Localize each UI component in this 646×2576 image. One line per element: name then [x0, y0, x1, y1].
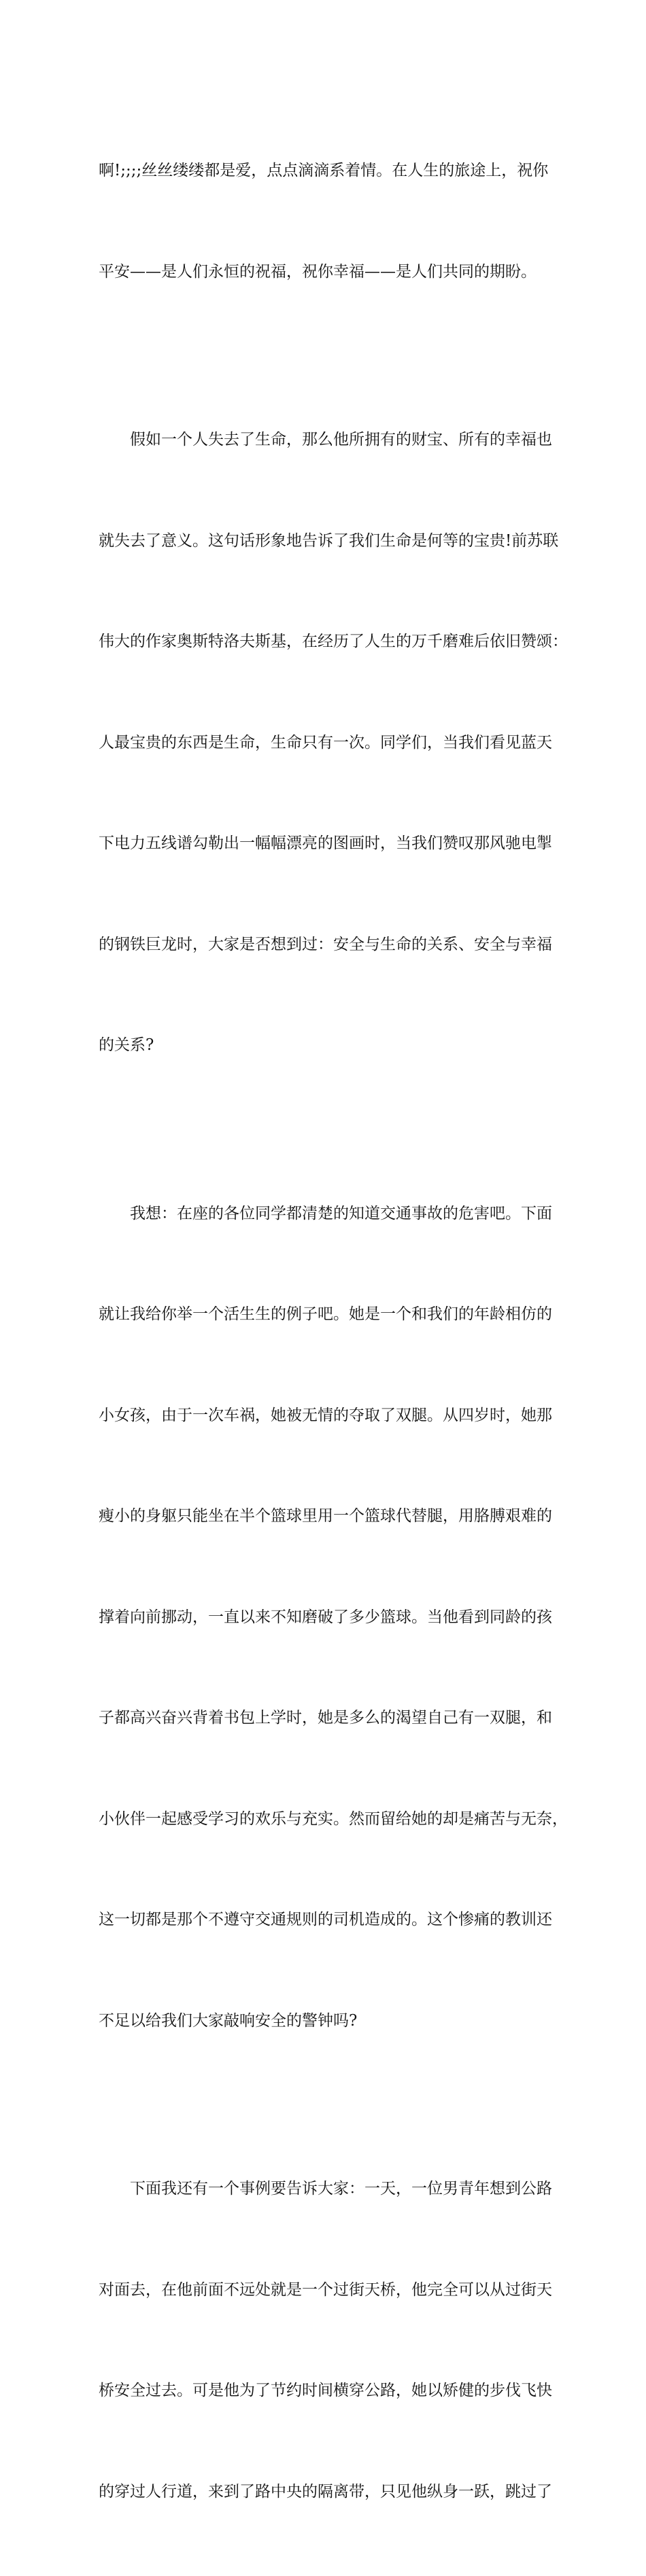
paragraph-2	[99, 356, 568, 1130]
text-line: 小女孩，由于一次车祸，她被无情的夺取了双腿。从四岁时，她那	[99, 1406, 552, 1424]
text-line: 桥安全过去。可是他为了节约时间横穿公路，她以矫健的步伐飞快	[99, 2382, 552, 2399]
paragraph-4	[99, 2105, 558, 2576]
text-line: 就让我给你举一个活生生的例子吧。她是一个和我们的年龄相仿的	[99, 1305, 552, 1323]
text-line: 下电力五线谱勾勒出一幅幅漂亮的图画时，当我们赞叹那风驰电掣	[99, 834, 552, 852]
text-line: 我想：在座的各位同学都清楚的知道交通事故的危害吧。下面	[130, 1204, 552, 1222]
text-line: 小伙伴一起感受学习的欢乐与充实。然而留给她的却是痛苦与无奈，	[99, 1810, 568, 1828]
text-line: 的关系?	[99, 1036, 154, 1054]
text-line: 伟大的作家奥斯特洛夫斯基，在经历了人生的万千磨难后依旧赞颂：	[99, 633, 568, 650]
text-line: 下面我还有一个事例要告诉大家：一天，一位男青年想到公路	[130, 2180, 552, 2198]
text-line: 人最宝贵的东西是生命，生命只有一次。同学们，当我们看见蓝天	[99, 733, 552, 752]
text-line: 这一切都是那个不遵守交通规则的司机造成的。这个惨痛的教训还	[99, 1911, 552, 1928]
text-line: 假如一个人失去了生命，那么他所拥有的财宝、所有的幸福也	[130, 431, 552, 448]
document-body	[99, 87, 568, 2576]
text-line: 的钢铁巨龙时，大家是否想到过：安全与生命的关系、安全与幸福	[99, 935, 552, 953]
text-line: 平安——是人们永恒的祝福，祝你幸福——是人们共同的期盼。	[99, 262, 537, 281]
text-line: 的穿过人行道，来到了路中央的隔离带，只见他纵身一跃，跳过了	[99, 2482, 552, 2501]
text-line: 就失去了意义。这句话形象地告诉了我们生命是何等的宝贵!前苏联	[99, 531, 559, 550]
text-line: 瘦小的身躯只能坐在半个篮球里用一个篮球代替腿，用胳膊艰难的	[99, 1507, 552, 1525]
text-line: 啊!;;;;丝丝缕缕都是爱，点点滴滴系着情。在人生的旅途上，祝你	[99, 162, 549, 179]
text-line: 子都高兴奋兴背着书包上学时，她是多么的渴望自己有一双腿，和	[99, 1709, 552, 1727]
paragraph-1	[99, 87, 558, 356]
text-line: 不足以给我们大家敲响安全的警钟吗?	[99, 2011, 358, 2030]
paragraph-3	[99, 1130, 568, 2106]
text-line: 对面去，在他前面不远处就是一个过街天桥，他完全可以从过街天	[99, 2280, 552, 2299]
text-line: 撑着向前挪动，一直以来不知磨破了多少篮球。当他看到同龄的孩	[99, 1608, 552, 1626]
